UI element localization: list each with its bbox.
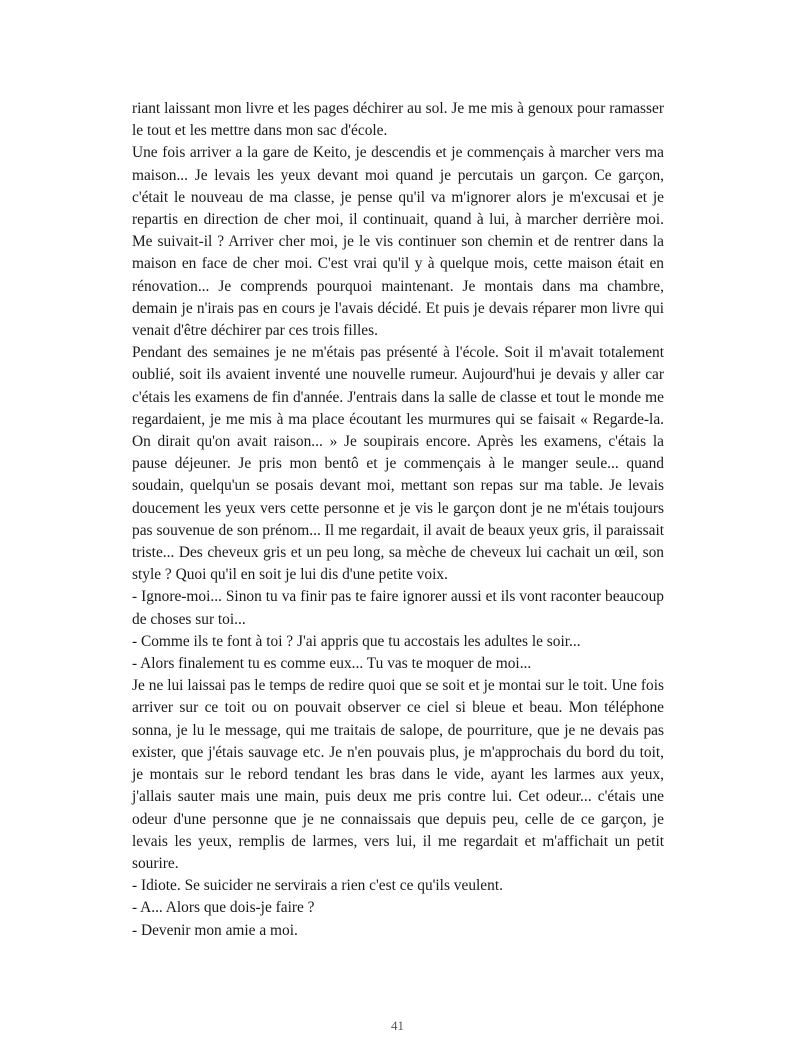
dialog-line-6: - Devenir mon amie a moi. — [132, 921, 298, 939]
dialog-line-5: - A... Alors que dois-je faire ? — [132, 899, 315, 917]
dialog-line-3: - Alors finalement tu es comme eux... Tu vas te moquer de moi... — [132, 655, 532, 673]
dialog-line-1: - Ignore-moi... Sinon tu va finir pas te faire ignorer aussi et ils vont raconter beaucoup de choses sur toi... — [132, 588, 664, 628]
dialog-line-2: - Comme ils te font à toi ? J'ai appris que tu accostais les adultes le soir... — [132, 632, 581, 650]
paragraph-1: riant laissant mon livre et les pages déchirer au sol. Je me mis à genoux pour ramasser le tout et les mettre dans mon sac d'école. — [132, 100, 664, 140]
paragraph-2: Une fois arriver a la gare de Keito, je descendis et je commençais à marcher vers ma maison... Je levais les yeux devant moi quand je percutais un garçon. Ce garçon, c'était le nouveau de ma classe, je pense qu'il va m'ignorer alors je m'excusai et je repartis en direction de cher moi, il continuait, quand à lui, à marcher derrière moi. Me suivait-il ? Arriver cher moi, je le vis continuer son chemin et de rentrer dans la maison en face de cher moi. C'est vrai qu'il y à quelque mois, cette maison était en rénovation... Je comprends pourquoi maintenant. Je montais dans ma chambre, demain je n'irais pas en cours je l'avais décidé. Et puis je devais réparer mon livre qui venait d'être déchirer par ces trois filles. — [132, 144, 664, 340]
page-number: 41 — [391, 1018, 404, 1033]
paragraph-3: Pendant des semaines je ne m'étais pas présenté à l'école. Soit il m'avait totalement oublié, soit ils avaient inventé une nouvelle rumeur. Aujourd'hui je devais y aller car c'étais les examens de fin d'année. J'entrais dans la salle de classe et tout le monde me regardaient, je me mis à ma place écoutant les murmures qui se faisait « Regarde-la. On dirait qu'on avait raison... » Je soupirais encore. Après les examens, c'étais la pause déjeuner. Je pris mon bentô et je commençais à le manger seule... quand soudain, quelqu'un se posais devant moi, mettant son repas sur ma table. Je levais doucement les yeux vers cette personne et je vis le garçon dont je ne m'étais toujours pas souvenue de son prénom... Il me regardait, il avait de beaux yeux gris, il paraissait triste... Des cheveux gris et un peu long, sa mèche de cheveux lui cachait un œil, son style ? Quoi qu'il en soit je lui dis d'une petite voix. — [132, 344, 664, 584]
body-text — [132, 98, 664, 942]
paragraph-4: Je ne lui laissai pas le temps de redire quoi que se soit et je montai sur le toit. Une fois arriver sur ce toit ou on pouvait observer ce ciel si bleue et beau. Mon téléphone sonna, je lu le message, qui me traitais de salope, de pourriture, que je ne devais pas exister, que j'étais sauvage etc. Je n'en pouvais plus, je m'approchais du bord du toit, je montais sur le rebord tendant les bras dans le vide, ayant les larmes aux yeux, j'allais sauter mais une main, puis deux me pris contre lui. Cet odeur... c'étais une odeur d'une personne que je ne connaissais que depuis peu, celle de ce garçon, je levais les yeux, remplis de larmes, vers lui, il me regardait et m'affichait un petit sourire. — [132, 677, 664, 872]
dialog-line-4: - Idiote. Se suicider ne servirais a rien c'est ce qu'ils veulent. — [132, 877, 503, 895]
